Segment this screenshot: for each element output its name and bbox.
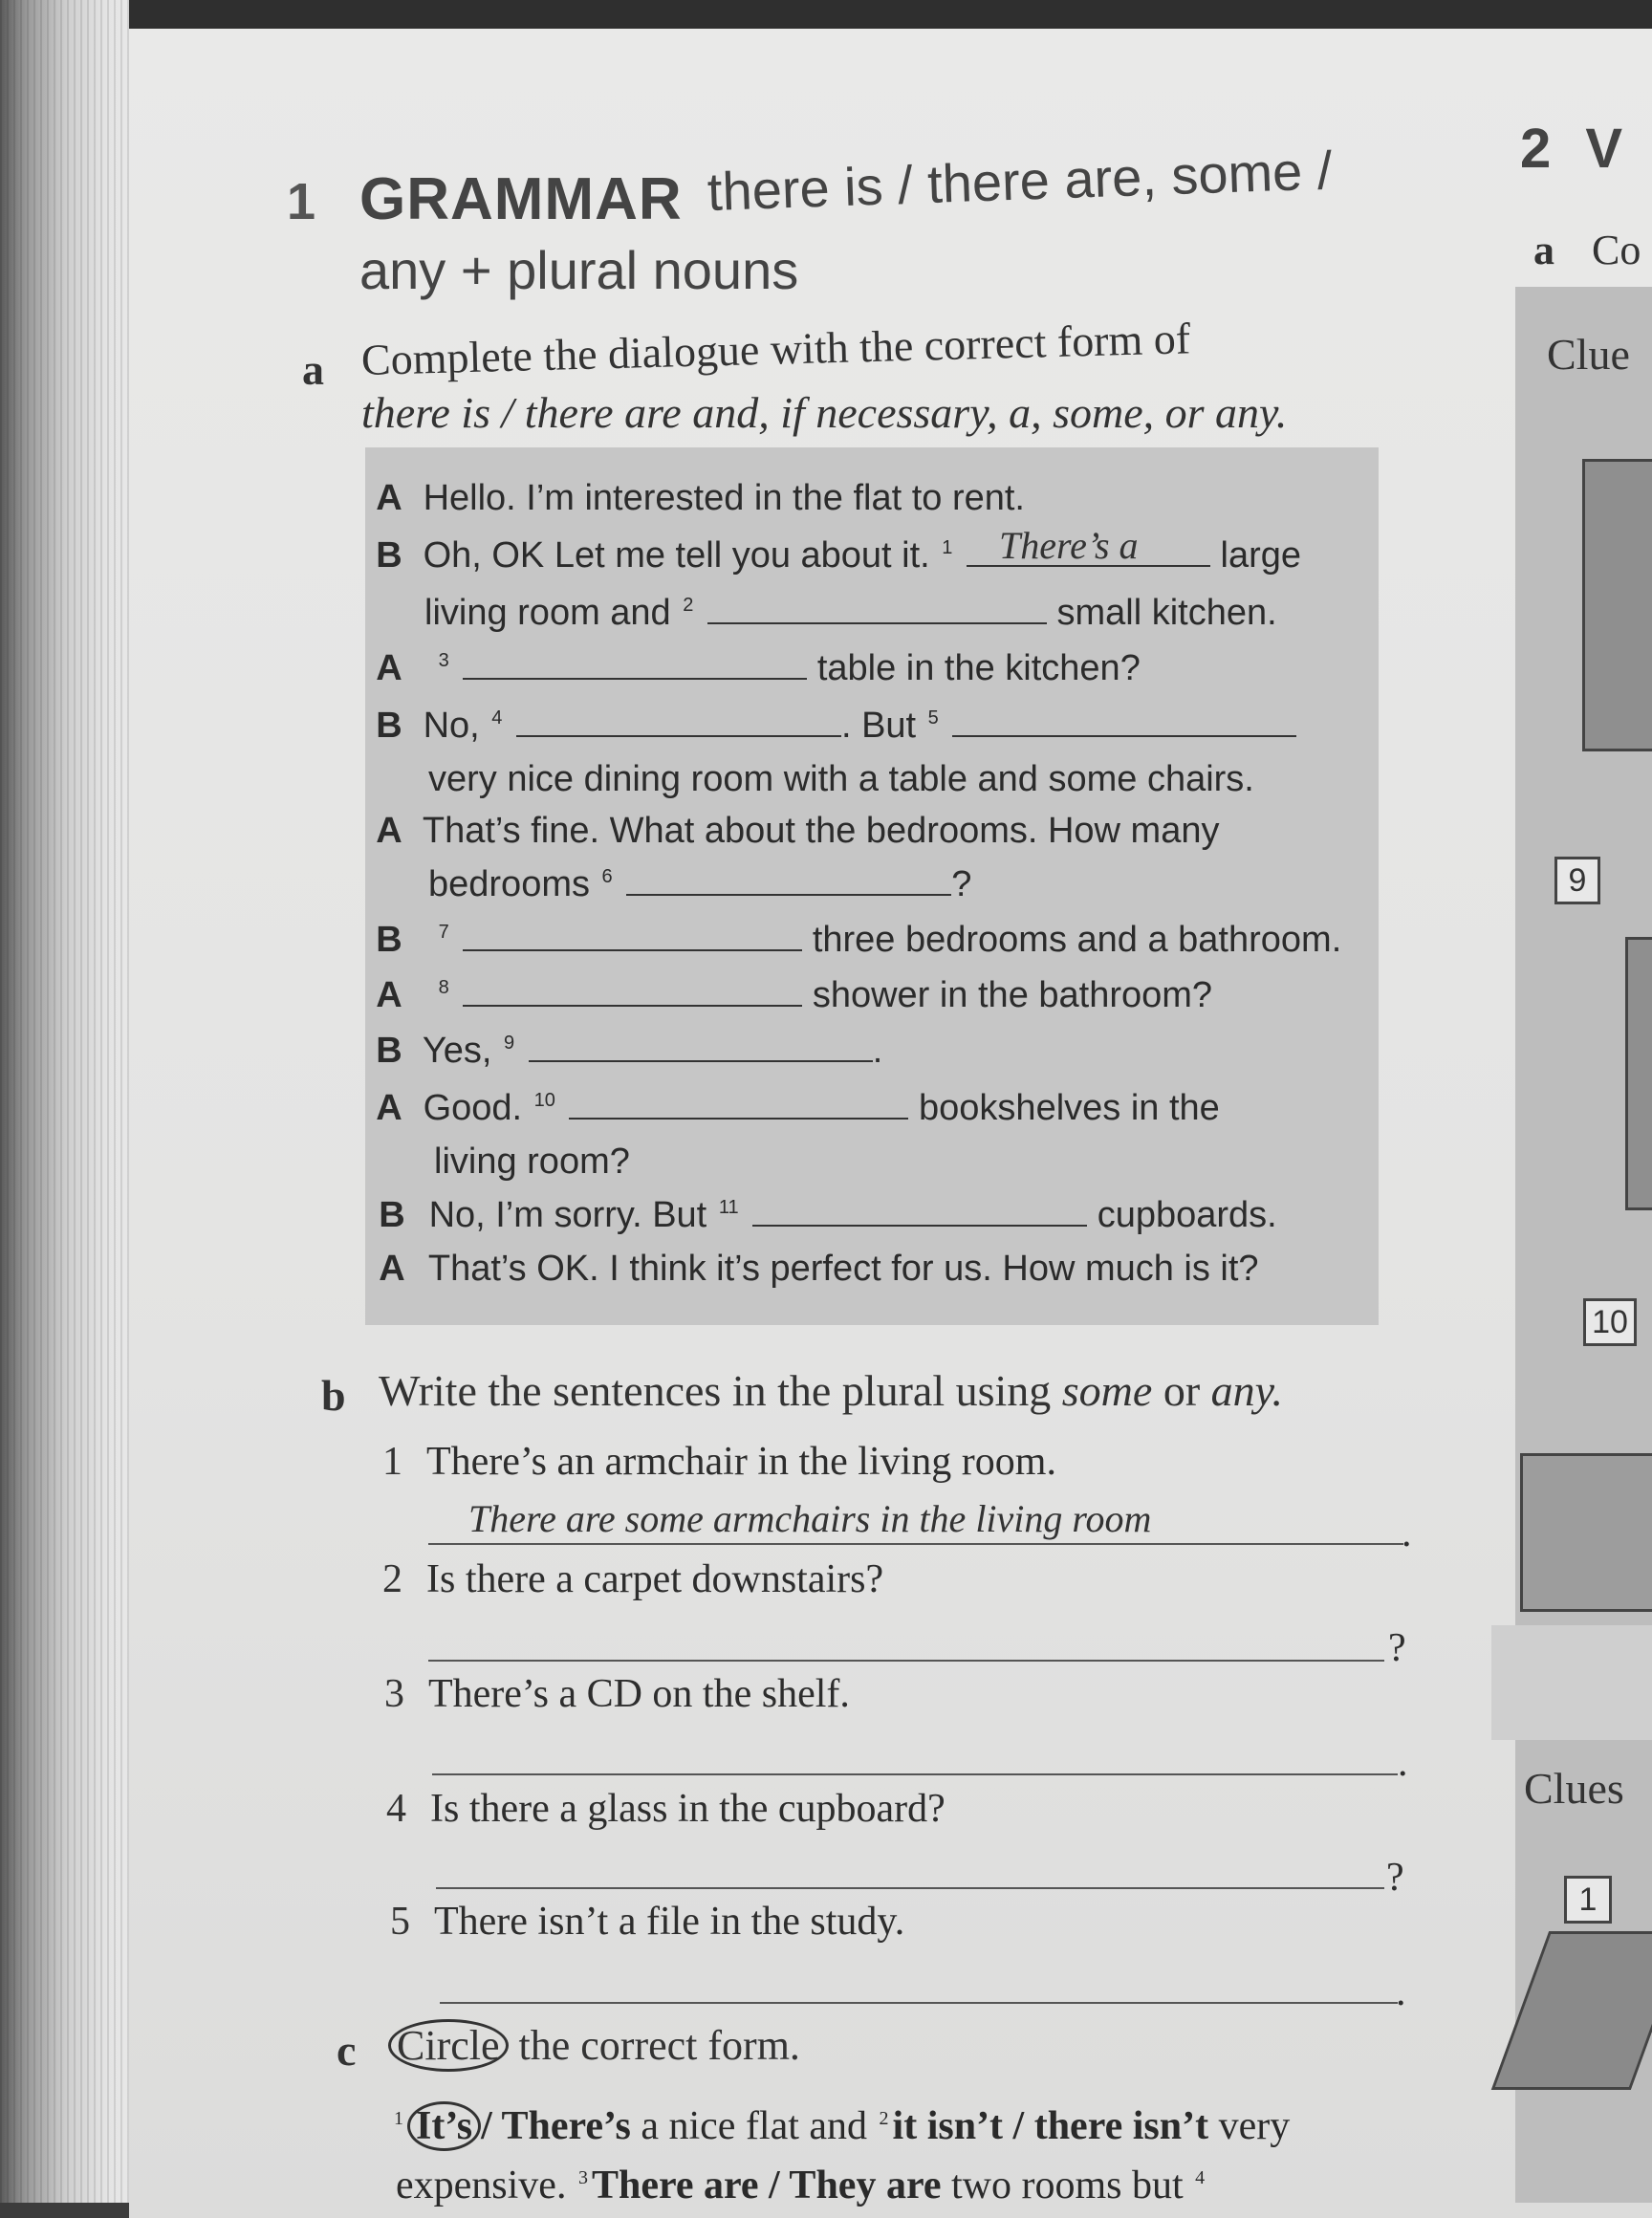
speaker: B (379, 1195, 405, 1235)
section-topic-line2: any + plural nouns (359, 240, 799, 300)
dialogue-line (365, 1031, 882, 1072)
line-text: That’s OK. I think it’s perfect for us. How much is it? (427, 1249, 1259, 1289)
answer-blank[interactable] (463, 976, 802, 1007)
exercise-c-instruction (388, 2021, 800, 2070)
section-number: 1 (287, 173, 316, 230)
line-text: small kitchen. (1056, 593, 1277, 633)
line-text: Oh, OK Let me tell you about it. (423, 535, 930, 576)
example-answer: There’s a (998, 524, 1139, 567)
line-end-mark: ? (1388, 1626, 1406, 1670)
instruction-any: any. (1210, 1366, 1284, 1415)
exercise-c-letter: c (337, 2026, 357, 2075)
exercise-b-item (384, 1671, 850, 1717)
dialogue-line (365, 811, 1219, 852)
right-section-number (1520, 117, 1622, 181)
item-example-answer: There are some armchairs in the living room (468, 1497, 1152, 1540)
dialogue-box (365, 447, 1379, 1325)
option[interactable]: it isn’t / there isn’t (892, 2104, 1209, 2148)
line-text: Good. (423, 1088, 523, 1128)
answer-blank[interactable] (516, 707, 841, 737)
line-text: expensive. (396, 2164, 567, 2207)
dialogue-line: living room? (434, 1142, 630, 1182)
line-end-mark: . (1402, 1511, 1412, 1555)
gap-number: 10 (533, 1090, 555, 1112)
exercise-c-line1 (392, 2103, 1290, 2149)
gap-number: 7 (438, 922, 449, 944)
instruction-some: some (1061, 1366, 1153, 1415)
instruction-text: the correct form. (518, 2022, 800, 2069)
speaker: B (376, 920, 402, 960)
item-sentence: There’s an armchair in the living room. (426, 1440, 1056, 1484)
exercise-b-letter: b (321, 1371, 346, 1420)
speaker: A (379, 1249, 405, 1289)
answer-blank[interactable] (626, 865, 951, 896)
clues-label-top: Clue (1547, 330, 1630, 379)
gap-number: 2 (879, 2108, 889, 2129)
exercise-c-line2 (396, 2163, 1208, 2208)
item-number: 1 (382, 1440, 402, 1484)
instruction-or: or (1163, 1366, 1201, 1415)
answer-blank[interactable] (463, 921, 802, 951)
line-text: No, I’m sorry. But (428, 1195, 707, 1235)
line-text: . But (840, 706, 917, 746)
answer-line[interactable] (432, 1773, 1398, 1775)
gap-number: 5 (927, 707, 939, 729)
dialogue-line (365, 920, 1341, 961)
speaker: A (376, 478, 402, 518)
exercise-b-instruction (379, 1365, 1283, 1416)
instruction-text: Write the sentences in the plural using (379, 1366, 1052, 1415)
option[interactable]: There are / They are (591, 2164, 942, 2207)
answer-blank[interactable] (529, 1032, 873, 1062)
answer-line[interactable] (428, 1543, 1403, 1545)
exercise-b-item (386, 1786, 946, 1832)
exercise-a-instruction-line1: Complete the dialogue with the correct form of (360, 314, 1191, 384)
gap-number: 8 (438, 977, 449, 999)
dialogue-line (365, 1088, 1220, 1129)
answer-blank[interactable] (952, 707, 1296, 737)
line-text: two rooms but (950, 2164, 1184, 2207)
circled-option[interactable]: It’s (407, 2101, 481, 2151)
dialogue-line (365, 706, 1296, 747)
item-number: 3 (384, 1672, 404, 1716)
line-end-mark: ? (1386, 1856, 1404, 1900)
crossword-number-1: 1 (1564, 1876, 1612, 1924)
answer-blank[interactable] (967, 524, 1210, 567)
line-end-mark: . (1398, 1741, 1408, 1785)
house-illustration-upper (1582, 459, 1652, 751)
section-title: GRAMMAR (359, 166, 683, 232)
speaker: A (376, 1088, 402, 1128)
right-section-digit: 2 (1520, 118, 1552, 180)
speaker: A (376, 648, 402, 688)
gap-number: 4 (1195, 2167, 1206, 2188)
answer-blank[interactable] (707, 594, 1047, 624)
floor-illustration (1491, 1625, 1652, 1740)
item-number: 5 (390, 1900, 410, 1944)
line-text: ? (951, 864, 972, 904)
staircase-illustration (1520, 1453, 1652, 1612)
book-page-edges (0, 0, 134, 2203)
line-text: . (872, 1031, 883, 1071)
dialogue-line (365, 1195, 1277, 1236)
house-illustration-middle (1625, 937, 1652, 1210)
dialogue-line (365, 648, 1141, 689)
dialogue-line (365, 524, 1302, 576)
gap-number: 4 (491, 707, 503, 729)
line-text: Yes, (422, 1031, 492, 1071)
answer-line[interactable] (436, 1887, 1384, 1889)
answer-blank[interactable] (752, 1196, 1087, 1227)
crossword-number-9: 9 (1554, 857, 1600, 904)
right-exercise-a (1533, 226, 1641, 274)
answer-line[interactable] (440, 2002, 1398, 2004)
line-text: three bedrooms and a bathroom. (812, 920, 1342, 960)
gap-number: 11 (718, 1197, 739, 1219)
exercise-a-letter: a (302, 345, 324, 394)
line-text: a nice flat and (641, 2104, 868, 2148)
clues-label-bottom: Clues (1524, 1764, 1624, 1813)
exercise-b-item (382, 1556, 883, 1602)
dialogue-line (365, 975, 1212, 1016)
right-exercise-start: Co (1592, 227, 1641, 273)
right-section-initial: V (1585, 118, 1623, 180)
gap-number: 3 (577, 2167, 588, 2188)
dialogue-line (365, 478, 1025, 519)
dialogue-line: very nice dining room with a table and some chairs. (428, 759, 1254, 799)
line-text: cupboards. (1097, 1195, 1277, 1235)
line-text: large (1220, 535, 1302, 576)
item-sentence: Is there a glass in the cupboard? (430, 1787, 946, 1831)
line-text: shower in the bathroom? (812, 975, 1213, 1015)
line-text: bookshelves in the (919, 1088, 1220, 1128)
exercise-b-item (390, 1899, 904, 1945)
line-text: living room and (424, 593, 671, 633)
speaker: A (376, 975, 402, 1015)
gap-number: 1 (394, 2108, 403, 2129)
answer-blank[interactable] (569, 1089, 908, 1120)
exercise-a-instruction-line2: there is / there are and, if necessary, a, some, or any. (361, 388, 1288, 437)
dialogue-line (428, 864, 971, 905)
speaker: B (376, 706, 402, 746)
option[interactable]: / There’s (481, 2104, 631, 2148)
gap-number: 6 (601, 866, 613, 888)
gap-number: 1 (942, 537, 953, 559)
line-text: Hello. I’m interested in the flat to rent. (423, 478, 1025, 518)
answer-line[interactable] (428, 1660, 1384, 1662)
line-end-mark: . (1396, 1970, 1406, 2014)
item-sentence: There’s a CD on the shelf. (428, 1672, 850, 1716)
item-number: 2 (382, 1557, 402, 1601)
exercise-b-item (382, 1439, 1056, 1485)
crossword-number-10: 10 (1583, 1298, 1637, 1346)
answer-blank[interactable] (463, 649, 807, 680)
item-sentence: There isn’t a file in the study. (434, 1900, 905, 1944)
item-number: 4 (386, 1787, 406, 1831)
line-text: table in the kitchen? (816, 648, 1141, 688)
line-text: very (1218, 2104, 1291, 2148)
speaker: A (376, 811, 402, 851)
gap-number: 3 (438, 650, 449, 672)
speaker: B (376, 1031, 402, 1071)
line-text: bedrooms (428, 864, 590, 904)
dialogue-line (424, 593, 1277, 634)
line-text: That’s fine. What about the bedrooms. How many (422, 811, 1220, 851)
gap-number: 9 (504, 1033, 515, 1055)
gap-number: 2 (683, 595, 694, 617)
line-text: No, (423, 706, 480, 746)
section-topic-line1: there is / there are, some / (706, 140, 1334, 222)
right-exercise-letter: a (1533, 227, 1554, 273)
circle-word: Circle (388, 2019, 509, 2072)
item-sentence: Is there a carpet downstairs? (426, 1557, 884, 1601)
speaker: B (376, 535, 402, 576)
dialogue-line (365, 1249, 1259, 1290)
